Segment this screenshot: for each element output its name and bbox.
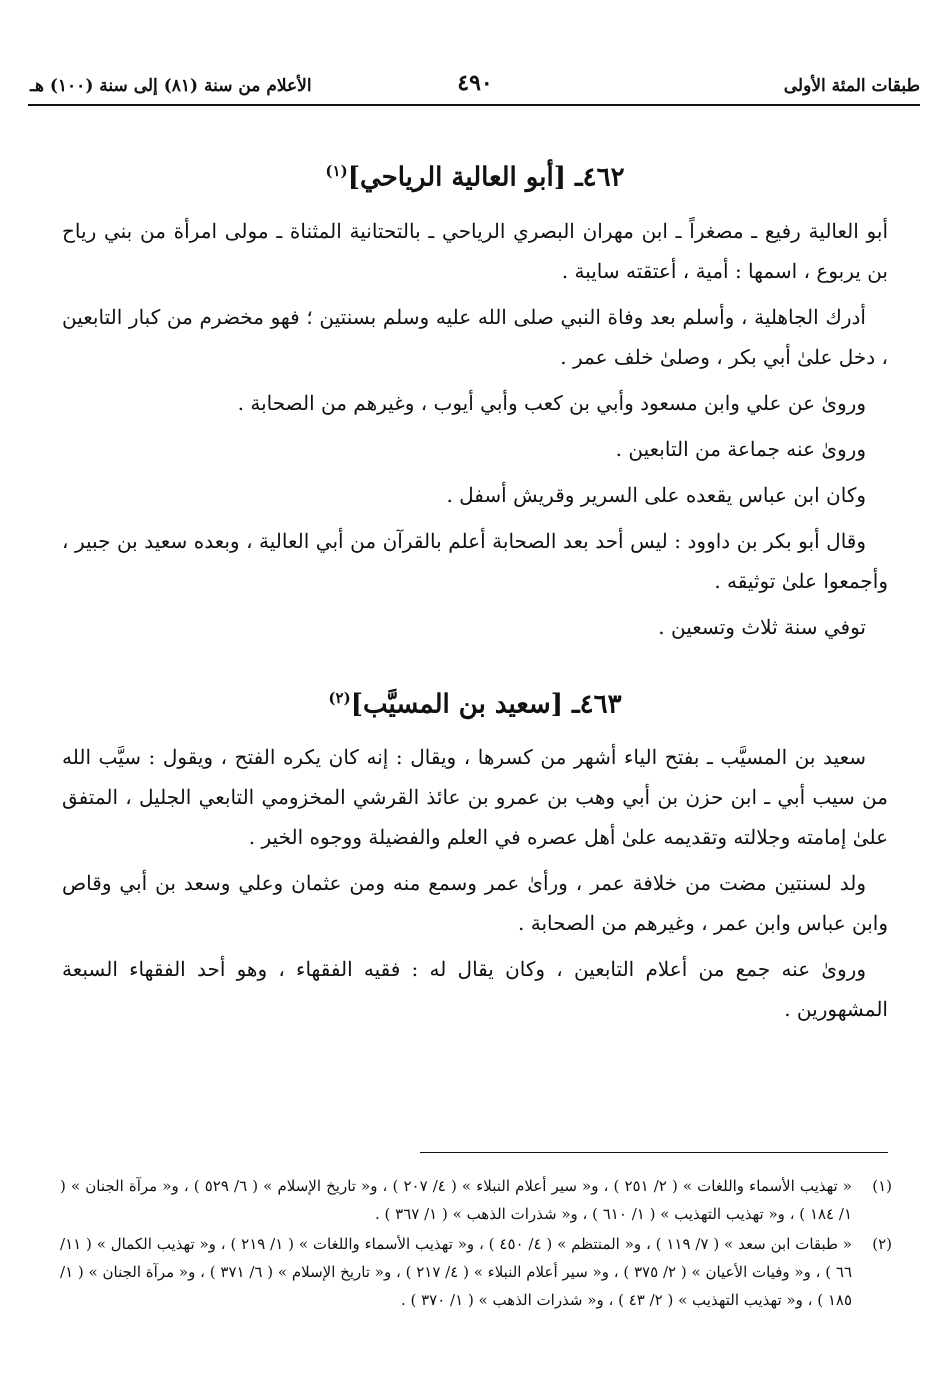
paragraph: أدرك الجاهلية ، وأسلم بعد وفاة النبي صلى الله عليه وسلم بسنتين ؛ فهو مخضرم من كبار التابعين ، دخل علىٰ أبي بكر ، وصلىٰ خلف عمر . [62, 304, 888, 369]
running-header [30, 68, 920, 104]
main-text [62, 148, 888, 1035]
footnote-number: (٢) [872, 1235, 892, 1253]
header-rule [28, 104, 920, 106]
paragraph: توفي سنة ثلاث وتسعين . [658, 614, 866, 639]
footnote-ref: (٢) [328, 688, 351, 707]
page-number: ٤٩٠ [457, 70, 493, 96]
paragraph: وكان ابن عباس يقعده على السرير وقريش أسفل . [446, 482, 866, 507]
footnote-number: (١) [872, 1177, 892, 1195]
paragraph: وقال أبو بكر بن داوود : ليس أحد بعد الصحابة أعلم بالقرآن من أبي العالية ، وبعده سعيد بن جبير ، وأجمعوا علىٰ توثيقه . [62, 528, 888, 593]
entry-title-text: ٤٦٢ـ [أبو العالية الرياحي] [347, 162, 625, 193]
entry-said-ibn-al-musayyib [62, 675, 888, 1030]
paragraph: وروىٰ عنه جمع من أعلام التابعين ، وكان يقال له : فقيه الفقهاء ، وهو أحد الفقهاء السبعة المشهورين . [62, 957, 888, 1022]
entry-title [62, 675, 888, 728]
entry-title-text: ٤٦٣ـ [سعيد بن المسيَّب] [350, 689, 622, 720]
paragraph: سعيد بن المسيَّب ـ بفتح الياء أشهر من كسرها ، ويقال : إنه كان يكره الفتح ، ويقول : سيَّب الله من سيب أبي ـ ابن حزن بن أبي وهب بن عمرو بن عائذ القرشي المخزومي التابعي الجليل ، المتفق علىٰ إمامته وجلالته وتقديمه علىٰ أهل عصره في العلم والفضيلة ووجوه الخير . [62, 745, 888, 850]
footnote-ref: (١) [325, 162, 348, 180]
footnote-text: « طبقات ابن سعد » ( ٧/ ١١٩ ) ، و« المنتظم » ( ٤/ ٤٥٠ ) ، و« تهذيب الأسماء واللغات » ( ١/ ٢١٩ ) ، و« تهذيب الكمال » ( ١١/ ٦٦ ) ، و« وفيات الأعيان » ( ٢/ ٣٧٥ ) ، و« سير أعلام النبلاء » ( ٤/ ٢١٧ ) ، و« تاريخ الإسلام » ( ٦/ ٣٧١ ) ، و« مرآة الجنان » ( ١/ ١٨٥ ) ، و« تهذيب التهذيب » ( ٢/ ٤٣ ) ، و« شذرات الذهب » ( ١/ ٣٧٠ ) . [60, 1235, 853, 1309]
entry-title [62, 148, 888, 201]
section-gap [62, 653, 888, 675]
footnote-text: « تهذيب الأسماء واللغات » ( ٢/ ٢٥١ ) ، و« سير أعلام النبلاء » ( ٤/ ٢٠٧ ) ، و« تاريخ الإسلام » ( ٦/ ٥٢٩ ) ، و« مرآة الجنان » ( ١/ ١٨٤ ) ، و« تهذيب التهذيب » ( ١/ ٦١٠ ) ، و« شذرات الذهب » ( ١/ ٣٦٧ ) . [60, 1177, 852, 1223]
paragraph: وروىٰ عنه جماعة من التابعين . [615, 436, 866, 461]
paragraph: أبو العالية رفيع ـ مصغراً ـ ابن مهران البصري الرياحي ـ بالتحتانية المثناة ـ مولى امرأة من بني رياح بن يربوع ، اسمها : أمية ، أعتقته سايبة . [62, 218, 888, 283]
footnote-rule [420, 1152, 888, 1153]
footnote [60, 1230, 892, 1314]
header-book-title: طبقات المئة الأولى [783, 76, 920, 96]
entry-abu-al-aliya [62, 148, 888, 647]
paragraph: ولد لسنتين مضت من خلافة عمر ، ورأىٰ عمر وسمع منه ومن عثمان وعلي وسعد بن أبي وقاص وابن عباس وابن عمر ، وغيرهم من الصحابة . [62, 871, 888, 936]
paragraph: وروىٰ عن علي وابن مسعود وأبي بن كعب وأبي أيوب ، وغيرهم من الصحابة . [237, 390, 866, 415]
footnotes [60, 1172, 892, 1316]
footnote [60, 1172, 892, 1228]
header-section-range: الأعلام من سنة (٨١) إلى سنة (١٠٠) هـ [30, 76, 312, 96]
